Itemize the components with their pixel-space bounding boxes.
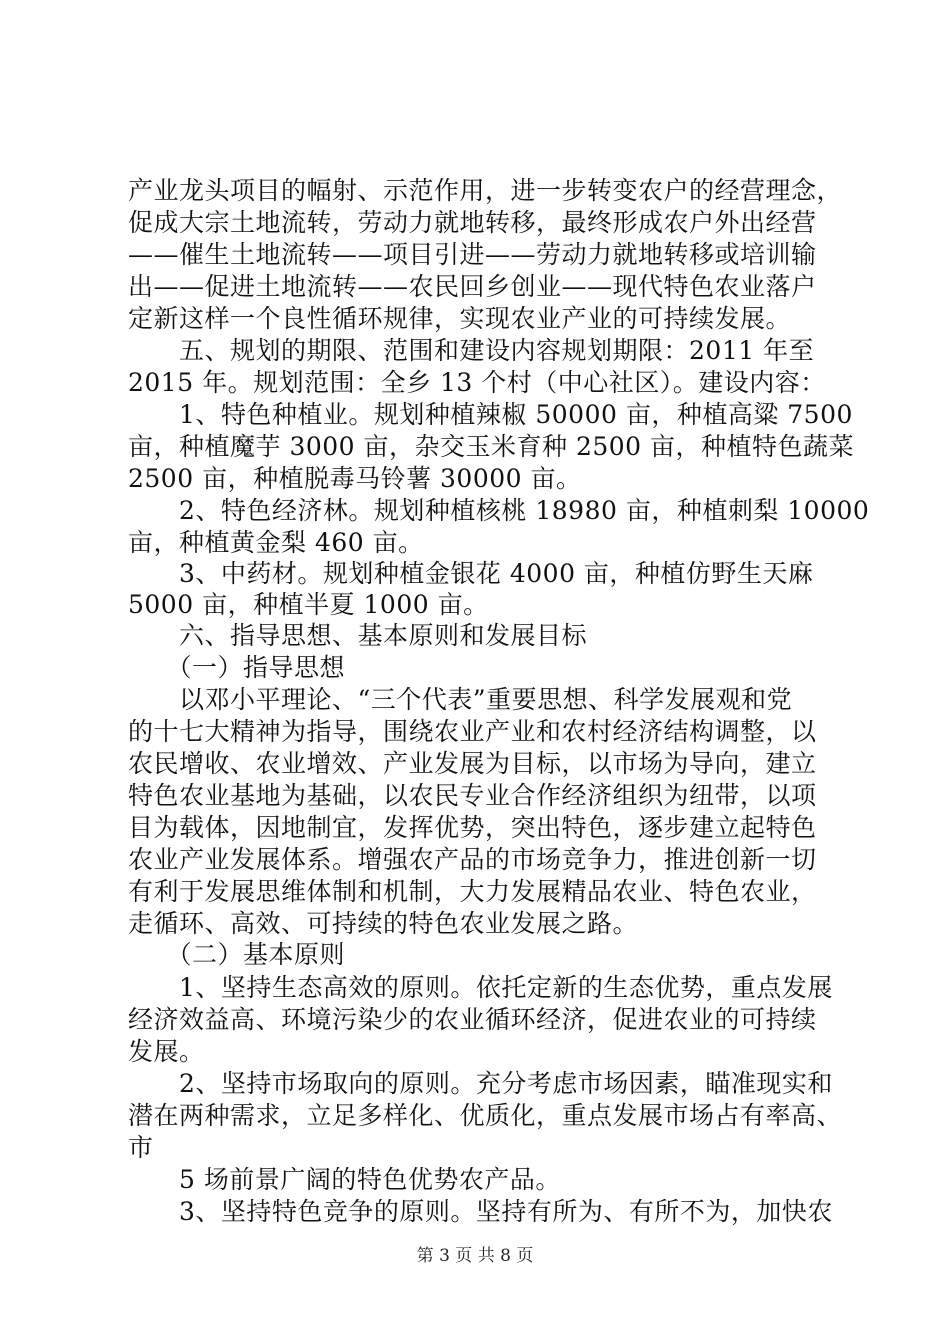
text-line: 定新这样一个良性循环规律，实现农业产业的可持续发展。 (128, 304, 792, 333)
text-line: 五、规划的期限、范围和建设内容规划期限：2011 年至 (128, 336, 815, 365)
text-line: 农民增收、农业增效、产业发展为目标，以市场为导向，建立 (128, 749, 817, 778)
text-line: 潜在两种需求，立足多样化、优质化，重点发展市场占有率高、 (128, 1101, 843, 1130)
text-line: 2500 亩，种植脱毒马铃薯 30000 亩。 (128, 464, 582, 493)
text-line: 1、特色种植业。规划种植辣椒 50000 亩，种植高粱 7500 (128, 400, 853, 429)
text-line: 走循环、高效、可持续的特色农业发展之路。 (128, 909, 639, 938)
text-line: 农业产业发展体系。增强农产品的市场竞争力，推进创新一切 (128, 845, 817, 874)
text-line: 5000 亩，种植半夏 1000 亩。 (128, 590, 489, 619)
text-line: （二）基本原则 (128, 940, 346, 969)
text-line: 以邓小平理论、“三个代表”重要思想、科学发展观和党 (128, 685, 793, 714)
text-line: （一）指导思想 (128, 653, 346, 682)
text-line: 促成大宗土地流转，劳动力就地转移，最终形成农户外出经营 (128, 208, 817, 237)
text-line: 目为载体，因地制宜，发挥优势，突出特色，逐步建立起特色 (128, 813, 817, 842)
text-line: 亩，种植魔芋 3000 亩，杂交玉米育种 2500 亩，种植特色蔬菜 (128, 432, 855, 461)
text-line: 发展。 (128, 1037, 205, 1066)
text-line: 亩，种植黄金梨 460 亩。 (128, 528, 424, 557)
text-line: 2、特色经济林。规划种植核桃 18980 亩，种植刺梨 10000 (128, 496, 870, 525)
text-line: 3、坚持特色竞争的原则。坚持有所为、有所不为，加快农 (128, 1197, 833, 1226)
page-footer: 第 3 页 共 8 页 (416, 1246, 534, 1266)
text-line: 出——促进土地流转——农民回乡创业——现代特色农业落户 (128, 272, 817, 301)
text-line: 特色农业基地为基础，以农民专业合作经济组织为纽带，以项 (128, 781, 817, 810)
text-line: 经济效益高、环境污染少的农业循环经济，促进农业的可持续 (128, 1005, 817, 1034)
text-line: 产业龙头项目的幅射、示范作用，进一步转变农户的经营理念， (128, 176, 843, 205)
text-line: 2、坚持市场取向的原则。充分考虑市场因素，瞄准现实和 (128, 1069, 833, 1098)
text-line: ——催生土地流转——项目引进——劳动力就地转移或培训输 (128, 240, 817, 269)
text-line: 的十七大精神为指导，围绕农业产业和农村经济结构调整，以 (128, 717, 817, 746)
text-line: 有利于发展思维体制和机制，大力发展精品农业、特色农业， (128, 877, 817, 906)
text-line: 5 场前景广阔的特色优势农产品。 (128, 1165, 561, 1194)
text-line: 2015 年。规划范围：全乡 13 个村（中心社区）。建设内容： (128, 368, 826, 397)
text-line: 1、坚持生态高效的原则。依托定新的生态优势，重点发展 (128, 973, 833, 1002)
text-line: 市 (128, 1133, 154, 1162)
text-line: 3、中药材。规划种植金银花 4000 亩，种植仿野生天麻 (128, 559, 814, 588)
text-line: 六、指导思想、基本原则和发展目标 (128, 621, 588, 650)
